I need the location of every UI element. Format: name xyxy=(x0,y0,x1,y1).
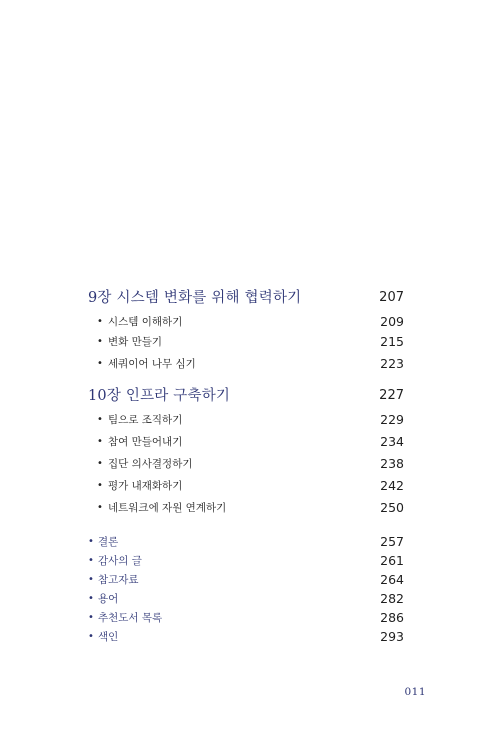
section-page-number: 229 xyxy=(380,412,404,427)
bullet-icon: • xyxy=(97,436,103,447)
section-page-number: 234 xyxy=(380,434,404,449)
back-matter-title: 참고자료 xyxy=(98,574,139,586)
toc-section[interactable] xyxy=(0,478,500,502)
section-page-number: 238 xyxy=(380,456,404,471)
toc-section[interactable] xyxy=(0,334,500,358)
section-page-number: 250 xyxy=(380,500,404,515)
section-title: 네트워크에 자원 연계하기 xyxy=(108,502,227,514)
back-matter-page-number: 261 xyxy=(380,553,404,568)
back-matter-title: 추천도서 목록 xyxy=(98,612,163,624)
chapter-page-number: 227 xyxy=(379,388,404,403)
back-matter-page-number: 293 xyxy=(380,629,404,644)
back-matter-page-number: 264 xyxy=(380,572,404,587)
section-title: 팀으로 조직하기 xyxy=(108,414,183,426)
bullet-icon: • xyxy=(97,458,103,469)
section-title: 참여 만들어내기 xyxy=(108,436,183,448)
toc-section[interactable] xyxy=(0,434,500,458)
toc-chapter-10[interactable] xyxy=(0,386,500,410)
back-matter-page-number: 282 xyxy=(380,591,404,606)
chapter-title: 9장 시스템 변화를 위해 협력하기 xyxy=(88,290,302,306)
section-title: 세쿼이어 나무 심기 xyxy=(108,358,196,370)
bullet-icon: • xyxy=(88,593,94,604)
bullet-icon: • xyxy=(97,480,103,491)
toc-section[interactable] xyxy=(0,356,500,380)
section-title: 시스템 이해하기 xyxy=(108,316,183,328)
toc-back-matter-item[interactable] xyxy=(0,629,500,653)
section-page-number: 215 xyxy=(380,334,404,349)
section-title: 집단 의사결정하기 xyxy=(108,458,193,470)
section-title: 평가 내재화하기 xyxy=(108,480,183,492)
bullet-icon: • xyxy=(97,414,103,425)
section-title: 변화 만들기 xyxy=(108,336,163,348)
toc-section[interactable] xyxy=(0,412,500,436)
bullet-icon: • xyxy=(88,631,94,642)
toc-section[interactable] xyxy=(0,500,500,524)
bullet-icon: • xyxy=(97,316,103,327)
bullet-icon: • xyxy=(88,555,94,566)
section-page-number: 223 xyxy=(380,356,404,371)
bullet-icon: • xyxy=(88,612,94,623)
toc-section[interactable] xyxy=(0,456,500,480)
bullet-icon: • xyxy=(88,574,94,585)
bullet-icon: • xyxy=(97,336,103,347)
back-matter-page-number: 257 xyxy=(380,534,404,549)
page-folio: 011 xyxy=(404,686,426,698)
section-page-number: 242 xyxy=(380,478,404,493)
back-matter-title: 용어 xyxy=(98,593,119,605)
back-matter-title: 결론 xyxy=(98,536,119,548)
back-matter-title: 감사의 글 xyxy=(98,555,142,567)
back-matter-page-number: 286 xyxy=(380,610,404,625)
toc-chapter-9[interactable] xyxy=(0,288,500,312)
chapter-title: 10장 인프라 구축하기 xyxy=(88,388,231,404)
bullet-icon: • xyxy=(88,536,94,547)
section-page-number: 209 xyxy=(380,314,404,329)
back-matter-title: 색인 xyxy=(98,631,119,643)
bullet-icon: • xyxy=(97,502,103,513)
chapter-page-number: 207 xyxy=(379,290,404,305)
bullet-icon: • xyxy=(97,358,103,369)
